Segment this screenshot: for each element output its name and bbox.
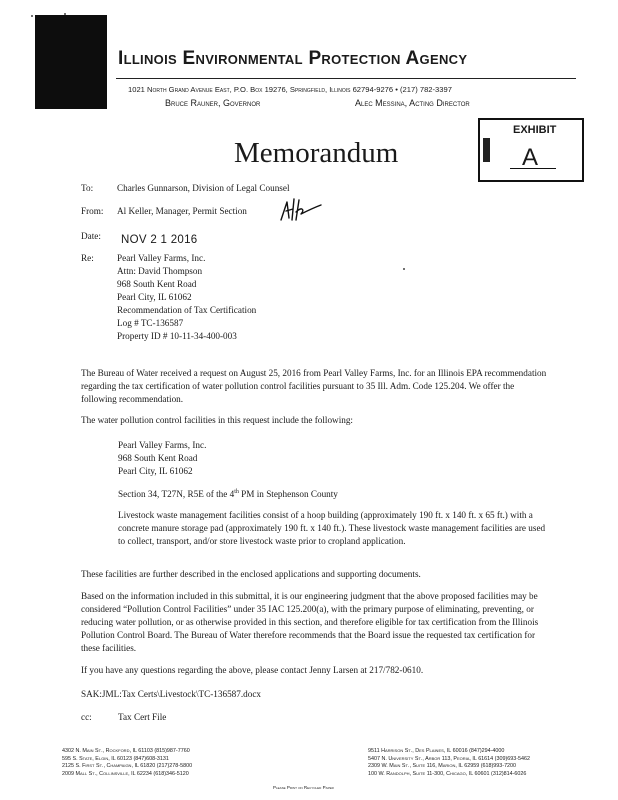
letterhead-rule xyxy=(116,78,576,79)
exhibit-sticker xyxy=(478,118,584,182)
facility-street: 968 South Kent Road xyxy=(118,453,198,463)
re-line: Attn: David Thompson xyxy=(117,266,203,276)
re-line: Pearl City, IL 61062 xyxy=(117,292,192,302)
scan-speck xyxy=(403,268,405,270)
re-line: Log # TC-136587 xyxy=(117,318,184,328)
from-value: Al Keller, Manager, Permit Section xyxy=(117,206,247,216)
footer-office-address: 2309 W. Main St., Suite 116, Marion, IL 62959 (618)993-7200 xyxy=(368,763,517,769)
scan-speck xyxy=(31,15,33,17)
section-ordinal: th xyxy=(234,489,239,495)
recycled-paper-note: Please Print on Recycled Paper xyxy=(273,785,334,790)
re-line: 968 South Kent Road xyxy=(117,279,197,289)
memo-title: Memorandum xyxy=(234,137,399,169)
re-label: Re: xyxy=(81,253,94,263)
exhibit-underline xyxy=(510,168,556,169)
exhibit-label: EXHIBIT xyxy=(513,124,557,136)
body-paragraph-judgment: Based on the information included in this submittal, it is our engineering judgment that the above proposed facilities may be considered “Pollution Control Facilities” under 35 IAC 125.200(a), with the primary purpose of eliminating, preventing, or reducing water pollution, or as otherwise provided in this section, and therefore eligible for tax certification from the Illinois Pollution Control Board. The Bureau of Water therefore recommends that the Board issue the requested tax certification for these facilities. xyxy=(81,591,539,653)
footer-office-address: 2009 Mall St., Collinsville, IL 62234 (618)346-5120 xyxy=(62,770,189,777)
to-label: To: xyxy=(81,183,94,193)
footer-office-address: 4302 N. Main St., Rockford, IL 61103 (815)987-7760 xyxy=(62,748,190,754)
re-line: Pearl Valley Farms, Inc. xyxy=(117,253,206,263)
facility-name: Pearl Valley Farms, Inc. xyxy=(118,440,207,450)
body-paragraph-described: These facilities are further described in the enclosed applications and supporting documents. xyxy=(81,569,421,579)
footer-office-address: 5407 N. University St., Arbor 113, Peoria, IL 61614 (309)693-5462 xyxy=(368,755,531,762)
section-county: PM in Stephenson County xyxy=(238,489,338,500)
re-line: Property ID # 10-11-34-400-003 xyxy=(117,331,237,341)
agency-logo-redacted xyxy=(35,15,107,109)
file-reference: SAK:JML:Tax Certs\Livestock\TC-136587.docx xyxy=(81,689,262,699)
director-name: Alec Messina, Acting Director xyxy=(355,98,470,108)
body-paragraph-contact: If you have any questions regarding the above, please contact Jenny Larsen at 217/782-0610. xyxy=(81,665,424,675)
exhibit-letter: A xyxy=(522,144,539,171)
from-label: From: xyxy=(81,206,104,216)
body-paragraph-facilities-intro: The water pollution control facilities in this request include the following: xyxy=(81,415,353,425)
footer-office-address: 595 S. State, Elgin, IL 60123 (847)608-3131 xyxy=(62,755,169,762)
cc-value: Tax Cert File xyxy=(118,712,167,722)
governor-name: Bruce Rauner, Governor xyxy=(165,98,261,108)
date-stamp: NOV 2 1 2016 xyxy=(121,234,198,246)
signature-initials xyxy=(277,196,325,224)
facility-city: Pearl City, IL 61062 xyxy=(118,466,193,476)
agency-address: 1021 North Grand Avenue East, P.O. Box 19276, Springfield, Illinois 62794-9276 • (217) 782-3397 xyxy=(128,85,452,94)
cc-label: cc: xyxy=(81,712,92,722)
to-value: Charles Gunnarson, Division of Legal Counsel xyxy=(117,183,290,193)
re-line: Recommendation of Tax Certification xyxy=(117,305,257,315)
agency-name: Illinois Environmental Protection Agency xyxy=(118,48,468,69)
exhibit-side-mark xyxy=(483,138,490,162)
footer-office-address: 2125 S. First St., Champaign, IL 61820 (217)278-5800 xyxy=(62,763,193,769)
footer-office-address: 9511 Harrison St., Des Plaines, IL 60016 (847)294-4000 xyxy=(368,748,505,754)
footer-offices-left xyxy=(62,748,192,778)
facility-description: Livestock waste management facilities consist of a hoop building (approximately 190 ft. x 140 ft. x 65 ft.) with a concrete manure storage pad (approximately 190 ft. x 140 ft.). These livestock waste management facilities are used to collect, transport, and/or store livestock waste prior to cropland application. xyxy=(118,510,546,546)
section-text: Section 34, T27N, R5E of the 4 xyxy=(118,489,235,500)
date-label: Date: xyxy=(81,231,101,241)
facility-location xyxy=(118,489,338,499)
body-paragraph-request: The Bureau of Water received a request on August 25, 2016 from Pearl Valley Farms, Inc. for an Illinois EPA recommendation regarding the tax certification of water pollution control facilities pursuant to 35 Ill. Adm. Code 125.204. We offer the following recommendation. xyxy=(81,368,547,404)
footer-office-address: 100 W. Randolph, Suite 11-300, Chicago, IL 60601 (312)814-6026 xyxy=(368,770,527,777)
footer-offices-right xyxy=(368,748,530,778)
